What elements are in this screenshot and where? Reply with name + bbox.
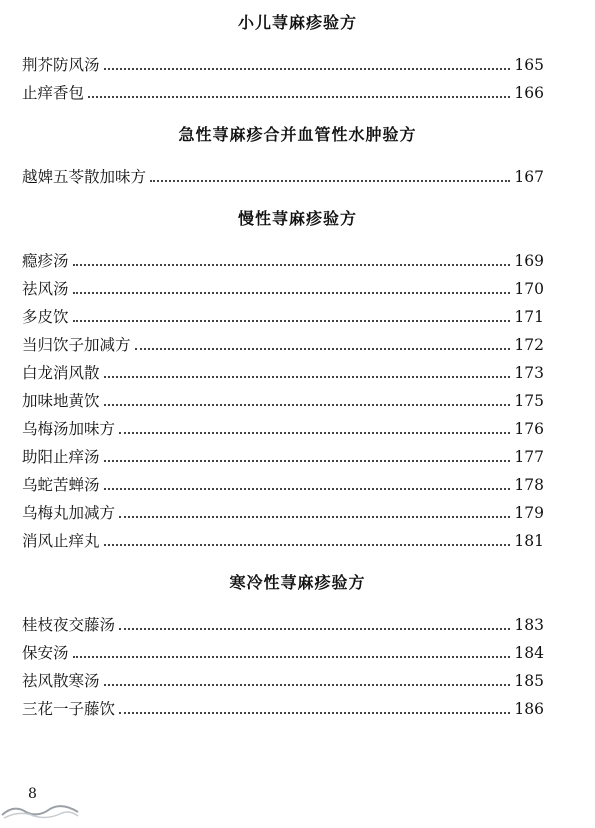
section-title-infant-urticaria: 小儿荨麻疹验方 xyxy=(237,13,357,32)
toc-entry[interactable] xyxy=(22,613,544,635)
entry-name: 止痒香包 xyxy=(22,84,85,102)
dot-leader xyxy=(119,432,510,434)
toc-entry[interactable] xyxy=(22,277,544,299)
toc-entry[interactable] xyxy=(22,389,544,411)
toc-entry[interactable] xyxy=(22,529,544,551)
toc-entry[interactable] xyxy=(22,697,544,719)
toc-entry[interactable] xyxy=(22,641,544,663)
toc-entry[interactable] xyxy=(22,165,544,187)
entry-name: 白龙消风散 xyxy=(22,364,100,382)
dot-leader xyxy=(135,348,510,350)
entry-page-number: 184 xyxy=(514,644,544,662)
entry-page-number: 178 xyxy=(514,476,544,494)
dot-leader xyxy=(73,264,510,266)
entry-name: 加味地黄饮 xyxy=(22,392,100,410)
toc-entry[interactable] xyxy=(22,445,544,467)
toc-entry[interactable] xyxy=(22,249,544,271)
entry-page-number: 170 xyxy=(514,280,544,298)
entry-name: 祛风汤 xyxy=(22,280,69,298)
dot-leader xyxy=(73,292,510,294)
entry-name: 当归饮子加减方 xyxy=(22,336,131,354)
entry-name: 越婢五苓散加味方 xyxy=(22,168,147,186)
entry-page-number: 185 xyxy=(514,672,544,690)
toc-entry[interactable] xyxy=(22,305,544,327)
toc-entry[interactable] xyxy=(22,81,544,103)
toc-entry[interactable] xyxy=(22,417,544,439)
entry-page-number: 165 xyxy=(514,56,544,74)
entry-page-number: 166 xyxy=(514,84,544,102)
entry-page-number: 171 xyxy=(514,308,544,326)
dot-leader xyxy=(73,656,510,658)
wave-ornament-icon xyxy=(0,800,80,820)
toc-entry[interactable] xyxy=(22,361,544,383)
toc-entry[interactable] xyxy=(22,501,544,523)
page-number: 8 xyxy=(28,786,37,802)
entry-page-number: 176 xyxy=(514,420,544,438)
entry-name: 保安汤 xyxy=(22,644,69,662)
dot-leader xyxy=(119,628,510,630)
dot-leader xyxy=(88,96,510,98)
entry-page-number: 175 xyxy=(514,392,544,410)
entry-name: 荆芥防风汤 xyxy=(22,56,100,74)
dot-leader xyxy=(104,684,510,686)
dot-leader xyxy=(104,544,510,546)
section-title-cold-urticaria: 寒冷性荨麻疹验方 xyxy=(229,573,366,592)
entry-page-number: 172 xyxy=(514,336,544,354)
dot-leader xyxy=(119,712,510,714)
dot-leader xyxy=(104,404,510,406)
entry-page-number: 183 xyxy=(514,616,544,634)
toc-entry[interactable] xyxy=(22,53,544,75)
entry-page-number: 181 xyxy=(514,532,544,550)
entry-page-number: 179 xyxy=(514,504,544,522)
dot-leader xyxy=(104,68,510,70)
entry-name: 瘾疹汤 xyxy=(22,252,69,270)
section-title-chronic-urticaria: 慢性荨麻疹验方 xyxy=(237,209,357,228)
dot-leader xyxy=(104,488,510,490)
entry-name: 助阳止痒汤 xyxy=(22,448,100,466)
dot-leader xyxy=(104,460,510,462)
entry-page-number: 173 xyxy=(514,364,544,382)
entry-page-number: 186 xyxy=(514,700,544,718)
entry-name: 乌梅丸加减方 xyxy=(22,504,116,522)
dot-leader xyxy=(150,180,510,182)
entry-page-number: 167 xyxy=(514,168,544,186)
entry-name: 多皮饮 xyxy=(22,308,69,326)
entry-name: 乌蛇苦蝉汤 xyxy=(22,476,100,494)
dot-leader xyxy=(104,376,510,378)
entry-name: 桂枝夜交藤汤 xyxy=(22,616,116,634)
dot-leader xyxy=(73,320,510,322)
toc-entry[interactable] xyxy=(22,333,544,355)
entry-name: 祛风散寒汤 xyxy=(22,672,100,690)
section-title-acute-urticaria-angioedema: 急性荨麻疹合并血管性水肿验方 xyxy=(178,125,417,144)
entry-name: 乌梅汤加味方 xyxy=(22,420,116,438)
toc-entry[interactable] xyxy=(22,473,544,495)
entry-page-number: 177 xyxy=(514,448,544,466)
entry-page-number: 169 xyxy=(514,252,544,270)
entry-name: 消风止痒丸 xyxy=(22,532,100,550)
entry-name: 三花一子藤饮 xyxy=(22,700,116,718)
dot-leader xyxy=(119,516,510,518)
toc-entry[interactable] xyxy=(22,669,544,691)
